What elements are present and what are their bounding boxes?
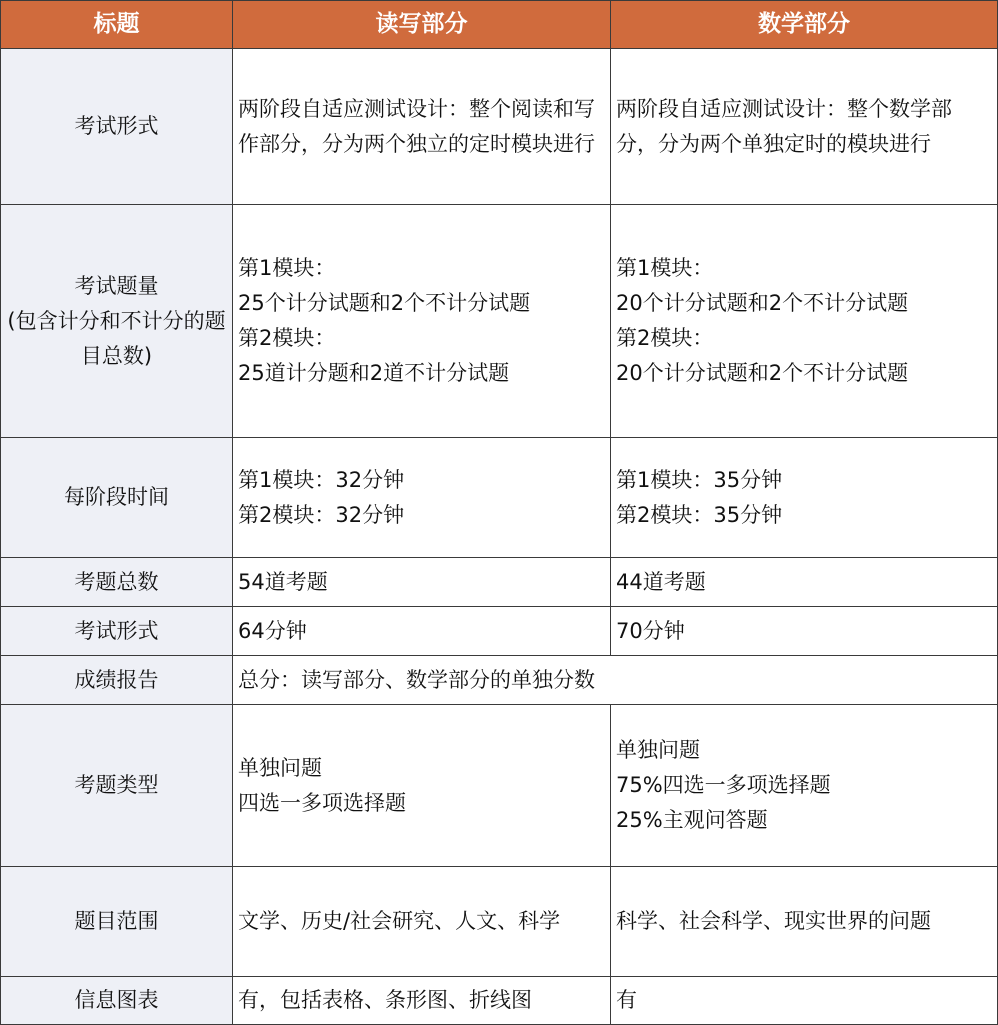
math-cell: 第1模块：35分钟 第2模块：35分钟: [611, 438, 998, 558]
math-cell: 44道考题: [611, 558, 998, 607]
row-label: 考试题量 (包含计分和不计分的题目总数): [1, 205, 233, 438]
row-exam-duration: [1, 607, 998, 656]
math-cell: 单独问题 75%四选一多项选择题 25%主观问答题: [611, 705, 998, 867]
row-label: 信息图表: [1, 977, 233, 1025]
merged-cell: 总分：读写部分、数学部分的单独分数: [233, 656, 998, 705]
row-label: 成绩报告: [1, 656, 233, 705]
row-topic-scope: [1, 867, 998, 977]
row-label: 考题类型: [1, 705, 233, 867]
reading-cell: 文学、历史/社会研究、人文、科学: [233, 867, 611, 977]
row-question-types: [1, 705, 998, 867]
reading-cell: 单独问题 四选一多项选择题: [233, 705, 611, 867]
row-label: 考试形式: [1, 49, 233, 205]
math-cell: 两阶段自适应测试设计：整个数学部分，分为两个单独定时的模块进行: [611, 49, 998, 205]
row-exam-format: [1, 49, 998, 205]
math-cell: 科学、社会科学、现实世界的问题: [611, 867, 998, 977]
header-math: 数学部分: [611, 1, 998, 49]
row-stage-time: [1, 438, 998, 558]
math-cell: 有: [611, 977, 998, 1025]
row-label: 每阶段时间: [1, 438, 233, 558]
reading-cell: 两阶段自适应测试设计：整个阅读和写作部分，分为两个独立的定时模块进行: [233, 49, 611, 205]
header-row: [1, 1, 998, 49]
header-title: 标题: [1, 1, 233, 49]
reading-cell: 有，包括表格、条形图、折线图: [233, 977, 611, 1025]
row-total-questions: [1, 558, 998, 607]
row-score-report: [1, 656, 998, 705]
math-cell: 70分钟: [611, 607, 998, 656]
reading-cell: 第1模块： 25个计分试题和2个不计分试题 第2模块： 25道计分题和2道不计分试题: [233, 205, 611, 438]
row-label: 考题总数: [1, 558, 233, 607]
reading-cell: 64分钟: [233, 607, 611, 656]
reading-cell: 第1模块：32分钟 第2模块：32分钟: [233, 438, 611, 558]
row-label: 考试形式: [1, 607, 233, 656]
row-infographics: [1, 977, 998, 1025]
row-label: 题目范围: [1, 867, 233, 977]
reading-cell: 54道考题: [233, 558, 611, 607]
header-reading: 读写部分: [233, 1, 611, 49]
math-cell: 第1模块： 20个计分试题和2个不计分试题 第2模块： 20个计分试题和2个不计分试题: [611, 205, 998, 438]
row-question-count: [1, 205, 998, 438]
